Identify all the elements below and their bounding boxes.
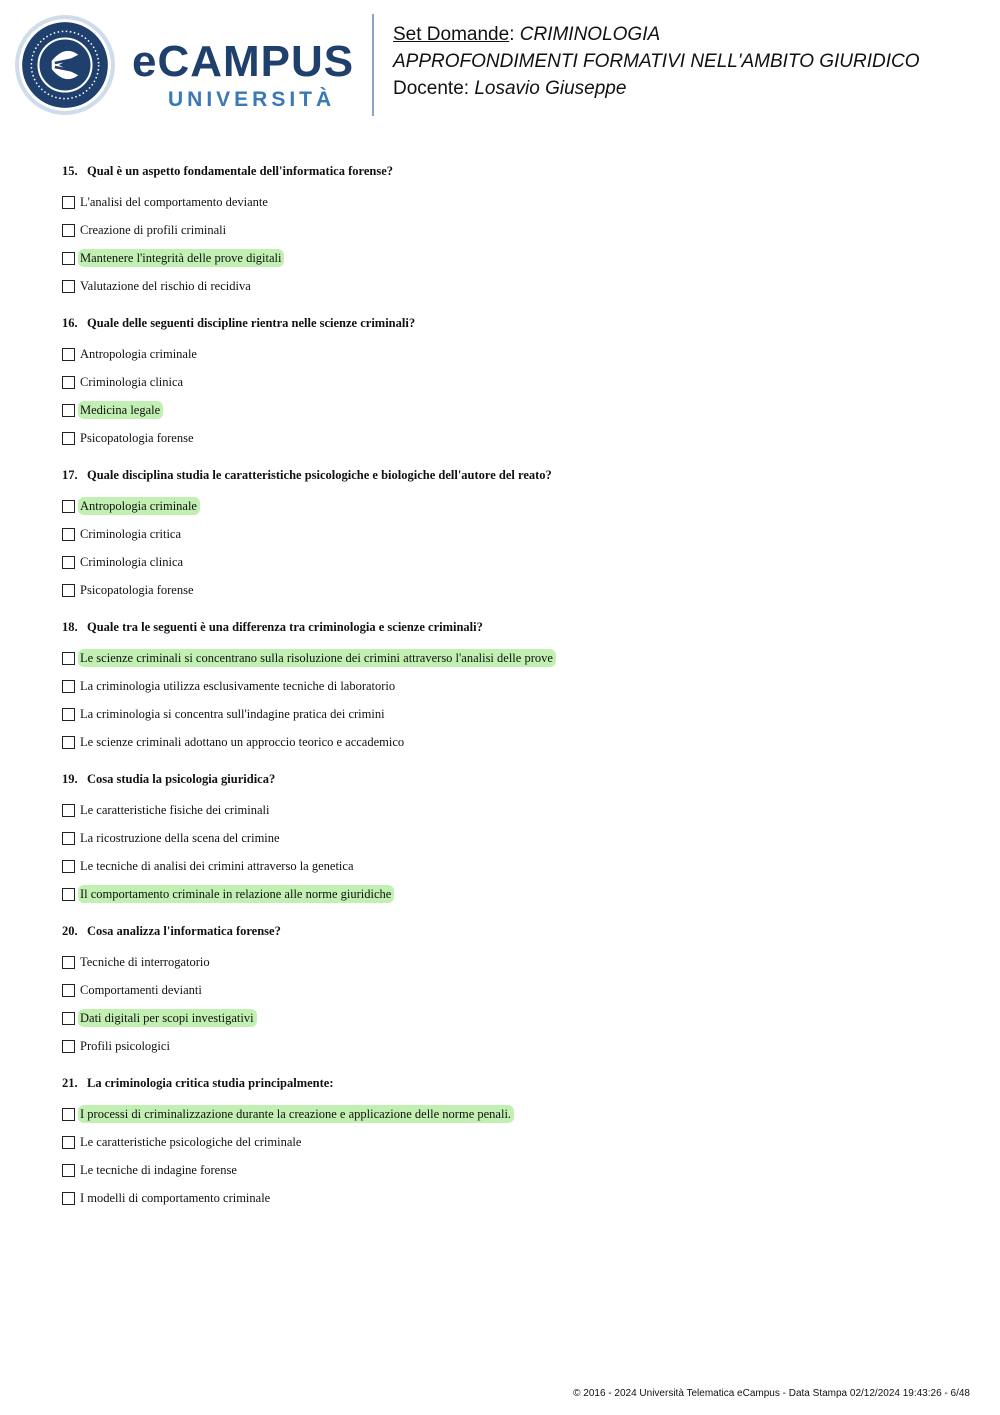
answer-text-correct: I processi di criminalizzazione durante la creazione e applicazione delle norme penali. bbox=[78, 1105, 514, 1123]
answer-checkbox[interactable] bbox=[62, 584, 75, 597]
answer-text: Psicopatologia forense bbox=[80, 431, 194, 445]
answer-text: Le scienze criminali adottano un approccio teorico e accademico bbox=[80, 735, 405, 749]
answer-checkbox[interactable] bbox=[62, 888, 75, 901]
answer-text: La criminologia utilizza esclusivamente tecniche di laboratorio bbox=[80, 679, 396, 693]
answer-checkbox[interactable] bbox=[62, 832, 75, 845]
answer-text: Le tecniche di indagine forense bbox=[80, 1163, 237, 1177]
answer-checkbox[interactable] bbox=[62, 404, 75, 417]
answer-text: Criminologia critica bbox=[80, 527, 182, 541]
answer-option[interactable] bbox=[62, 1156, 962, 1184]
answer-checkbox[interactable] bbox=[62, 224, 75, 237]
set-heading bbox=[393, 23, 660, 47]
answer-text: La criminologia si concentra sull'indagine pratica dei crimini bbox=[80, 707, 385, 721]
answer-checkbox[interactable] bbox=[62, 1012, 75, 1025]
answer-text: La ricostruzione della scena del crimine bbox=[80, 831, 280, 845]
question-block bbox=[62, 922, 962, 1060]
set-label: Set Domande bbox=[393, 24, 510, 45]
answer-option[interactable] bbox=[62, 948, 962, 976]
answer-option[interactable] bbox=[62, 852, 962, 880]
answer-text: Creazione di profili criminali bbox=[80, 223, 227, 237]
answer-option[interactable] bbox=[62, 1032, 962, 1060]
question-title bbox=[62, 618, 962, 636]
answer-text-correct: Medicina legale bbox=[78, 401, 163, 419]
answer-option[interactable] bbox=[62, 424, 962, 452]
question-number: 15. bbox=[62, 164, 78, 178]
answer-checkbox[interactable] bbox=[62, 196, 75, 209]
answer-option[interactable] bbox=[62, 644, 962, 672]
answer-checkbox[interactable] bbox=[62, 376, 75, 389]
question-text: Quale disciplina studia le caratteristiche psicologiche e biologiche dell'autore del reato? bbox=[87, 468, 552, 482]
answer-text: L'analisi del comportamento deviante bbox=[80, 195, 268, 209]
question-text: Quale tra le seguenti è una differenza tra criminologia e scienze criminali? bbox=[87, 620, 483, 634]
answer-text: Psicopatologia forense bbox=[80, 583, 194, 597]
question-title bbox=[62, 1074, 962, 1092]
page-header bbox=[0, 0, 1000, 130]
question-number: 17. bbox=[62, 468, 78, 482]
answer-checkbox[interactable] bbox=[62, 528, 75, 541]
answer-text: Le caratteristiche fisiche dei criminali bbox=[80, 803, 270, 817]
question-text: La criminologia critica studia principalmente: bbox=[87, 1076, 334, 1090]
answer-option[interactable] bbox=[62, 1100, 962, 1128]
question-number: 19. bbox=[62, 772, 78, 786]
answer-option[interactable] bbox=[62, 976, 962, 1004]
answer-option[interactable] bbox=[62, 340, 962, 368]
page-footer: © 2016 - 2024 Università Telematica eCampus - Data Stampa 02/12/2024 19:43:26 - 6/48 bbox=[573, 1388, 970, 1399]
answer-text: Profili psicologici bbox=[80, 1039, 170, 1053]
question-list bbox=[62, 162, 962, 1226]
question-block bbox=[62, 466, 962, 604]
question-title bbox=[62, 162, 962, 180]
question-text: Quale delle seguenti discipline rientra nelle scienze criminali? bbox=[87, 316, 416, 330]
answer-option[interactable] bbox=[62, 520, 962, 548]
set-colon: : bbox=[509, 24, 520, 45]
answer-checkbox[interactable] bbox=[62, 1164, 75, 1177]
answer-checkbox[interactable] bbox=[62, 956, 75, 969]
answer-text: Criminologia clinica bbox=[80, 555, 184, 569]
answer-text: Comportamenti devianti bbox=[80, 983, 202, 997]
answer-option[interactable] bbox=[62, 1184, 962, 1212]
answer-option[interactable] bbox=[62, 824, 962, 852]
answer-checkbox[interactable] bbox=[62, 280, 75, 293]
answer-checkbox[interactable] bbox=[62, 1136, 75, 1149]
answer-text: Le tecniche di analisi dei crimini attraverso la genetica bbox=[80, 859, 354, 873]
question-number: 21. bbox=[62, 1076, 78, 1090]
course-title: APPROFONDIMENTI FORMATIVI NELL'AMBITO GIURIDICO bbox=[393, 51, 920, 72]
question-text: Qual è un aspetto fondamentale dell'informatica forense? bbox=[87, 164, 393, 178]
answer-option[interactable] bbox=[62, 244, 962, 272]
answer-checkbox[interactable] bbox=[62, 500, 75, 513]
answer-text: I modelli di comportamento criminale bbox=[80, 1191, 271, 1205]
answer-checkbox[interactable] bbox=[62, 984, 75, 997]
answer-text: Le caratteristiche psicologiche del criminale bbox=[80, 1135, 302, 1149]
answer-checkbox[interactable] bbox=[62, 252, 75, 265]
answer-option[interactable] bbox=[62, 880, 962, 908]
answer-option[interactable] bbox=[62, 796, 962, 824]
answer-option[interactable] bbox=[62, 672, 962, 700]
answer-checkbox[interactable] bbox=[62, 1192, 75, 1205]
subject-title: CRIMINOLOGIA bbox=[519, 24, 661, 45]
ecampus-emblem-icon bbox=[14, 14, 116, 116]
answer-text: Valutazione del rischio di recidiva bbox=[80, 279, 251, 293]
answer-option[interactable] bbox=[62, 396, 962, 424]
question-block bbox=[62, 162, 962, 300]
teacher-line bbox=[393, 77, 626, 101]
answer-text-correct: Dati digitali per scopi investigativi bbox=[78, 1009, 257, 1027]
question-number: 20. bbox=[62, 924, 78, 938]
answer-option[interactable] bbox=[62, 548, 962, 576]
question-title bbox=[62, 466, 962, 484]
question-block bbox=[62, 1074, 962, 1212]
header-divider bbox=[372, 14, 374, 116]
answer-option[interactable] bbox=[62, 728, 962, 756]
answer-option[interactable] bbox=[62, 492, 962, 520]
question-number: 16. bbox=[62, 316, 78, 330]
answer-option[interactable] bbox=[62, 188, 962, 216]
question-text: Cosa analizza l'informatica forense? bbox=[87, 924, 281, 938]
teacher-name: Losavio Giuseppe bbox=[474, 78, 627, 99]
question-title bbox=[62, 922, 962, 940]
answer-text: Antropologia criminale bbox=[80, 347, 197, 361]
answer-text: Criminologia clinica bbox=[80, 375, 184, 389]
question-text: Cosa studia la psicologia giuridica? bbox=[87, 772, 276, 786]
answer-option[interactable] bbox=[62, 272, 962, 300]
answer-checkbox[interactable] bbox=[62, 432, 75, 445]
logo-university-text: UNIVERSITÀ bbox=[168, 88, 336, 111]
logo-brand-text: eCAMPUS bbox=[132, 37, 355, 86]
question-block bbox=[62, 314, 962, 452]
answer-option[interactable] bbox=[62, 368, 962, 396]
question-block bbox=[62, 770, 962, 908]
answer-text-correct: Mantenere l'integrità delle prove digitali bbox=[78, 249, 284, 267]
question-title bbox=[62, 770, 962, 788]
question-block bbox=[62, 618, 962, 756]
answer-text-correct: Antropologia criminale bbox=[78, 497, 200, 515]
answer-checkbox[interactable] bbox=[62, 804, 75, 817]
answer-text-correct: Le scienze criminali si concentrano sulla risoluzione dei crimini attraverso l'analisi delle prove bbox=[78, 649, 556, 667]
answer-checkbox[interactable] bbox=[62, 680, 75, 693]
question-number: 18. bbox=[62, 620, 78, 634]
answer-text-correct: Il comportamento criminale in relazione alle norme giuridiche bbox=[78, 885, 394, 903]
ecampus-logo bbox=[132, 38, 357, 118]
answer-option[interactable] bbox=[62, 700, 962, 728]
answer-checkbox[interactable] bbox=[62, 860, 75, 873]
answer-checkbox[interactable] bbox=[62, 708, 75, 721]
question-title bbox=[62, 314, 962, 332]
answer-checkbox[interactable] bbox=[62, 736, 75, 749]
answer-option[interactable] bbox=[62, 216, 962, 244]
answer-option[interactable] bbox=[62, 1128, 962, 1156]
answer-checkbox[interactable] bbox=[62, 348, 75, 361]
answer-checkbox[interactable] bbox=[62, 1108, 75, 1121]
answer-option[interactable] bbox=[62, 1004, 962, 1032]
answer-checkbox[interactable] bbox=[62, 556, 75, 569]
answer-option[interactable] bbox=[62, 576, 962, 604]
answer-text: Tecniche di interrogatorio bbox=[80, 955, 210, 969]
answer-checkbox[interactable] bbox=[62, 1040, 75, 1053]
answer-checkbox[interactable] bbox=[62, 652, 75, 665]
teacher-label: Docente: bbox=[393, 78, 475, 99]
